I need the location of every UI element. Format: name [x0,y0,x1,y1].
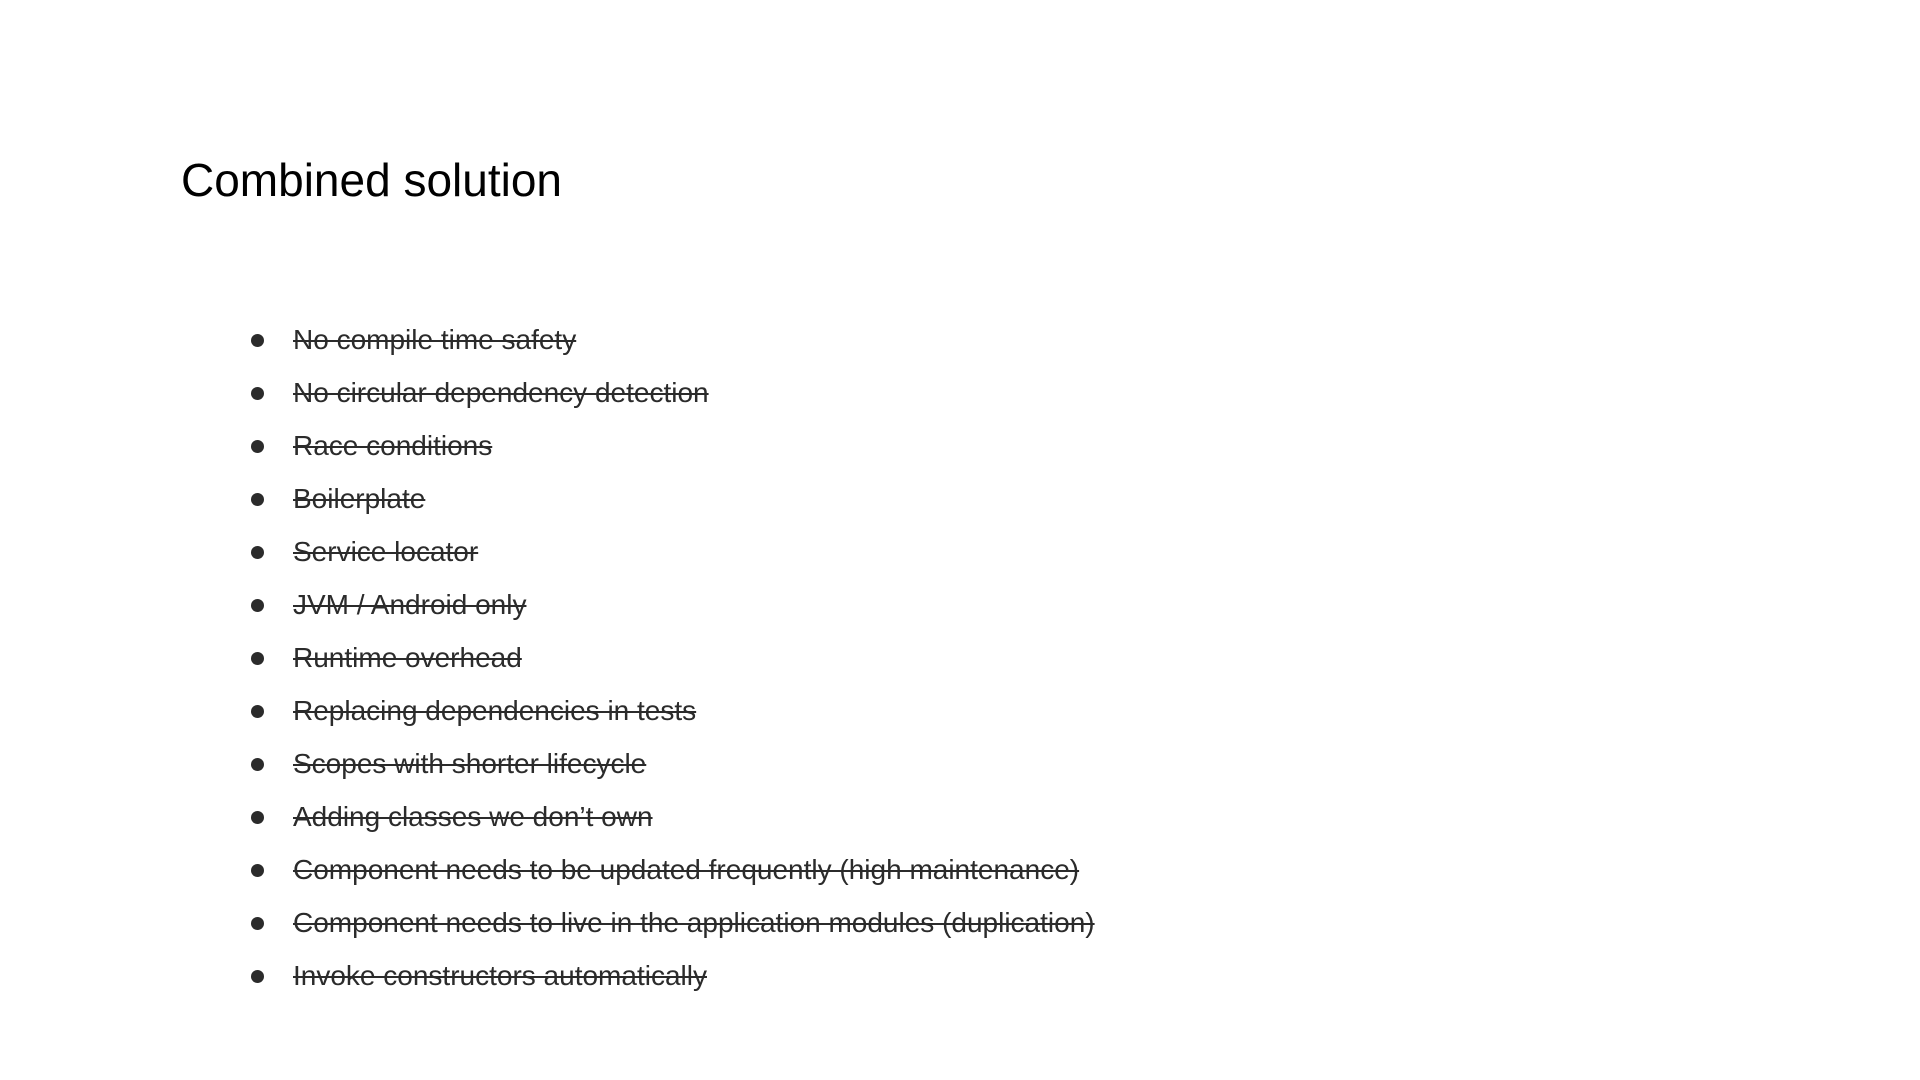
list-item-text: Component needs to be updated frequently (high maintenance) [293,854,1080,885]
bullet-icon [251,652,264,665]
list-item [251,320,576,360]
bullet-icon [251,758,264,771]
bullet-icon [251,705,264,718]
bullet-icon [251,599,264,612]
bullet-icon [251,811,264,824]
bullet-icon [251,387,264,400]
bullet-icon [251,864,264,877]
bullet-icon [251,917,264,930]
list-item-text: Component needs to live in the application modules (duplication) [293,907,1095,938]
list-item-text: No circular dependency detection [293,377,709,408]
list-item [251,691,696,731]
list-item [251,850,1079,890]
list-item [251,426,492,466]
list-item [251,532,478,572]
slide-title: Combined solution [181,154,563,206]
bullet-icon [251,334,264,347]
list-item-text: Boilerplate [293,483,426,514]
list-item-text: Replacing dependencies in tests [293,695,697,726]
list-item [251,903,1095,943]
list-item [251,479,425,519]
list-item-text: Race conditions [293,430,493,461]
list-item [251,744,646,784]
list-item-text: JVM / Android only [293,589,527,620]
list-item [251,638,522,678]
list-item [251,585,526,625]
list-item [251,373,709,413]
list-item-text: Scopes with shorter lifecycle [293,748,647,779]
list-item-text: No compile time safety [293,324,577,355]
list-item [251,956,707,996]
bullet-icon [251,970,264,983]
bullet-icon [251,493,264,506]
list-item-text: Invoke constructors automatically [293,960,707,991]
bullet-icon [251,440,264,453]
list-item-text: Service locator [293,536,479,567]
list-item-text: Runtime overhead [293,642,522,673]
list-item [251,797,653,837]
bullet-icon [251,546,264,559]
list-item-text: Adding classes we don’t own [293,801,653,832]
